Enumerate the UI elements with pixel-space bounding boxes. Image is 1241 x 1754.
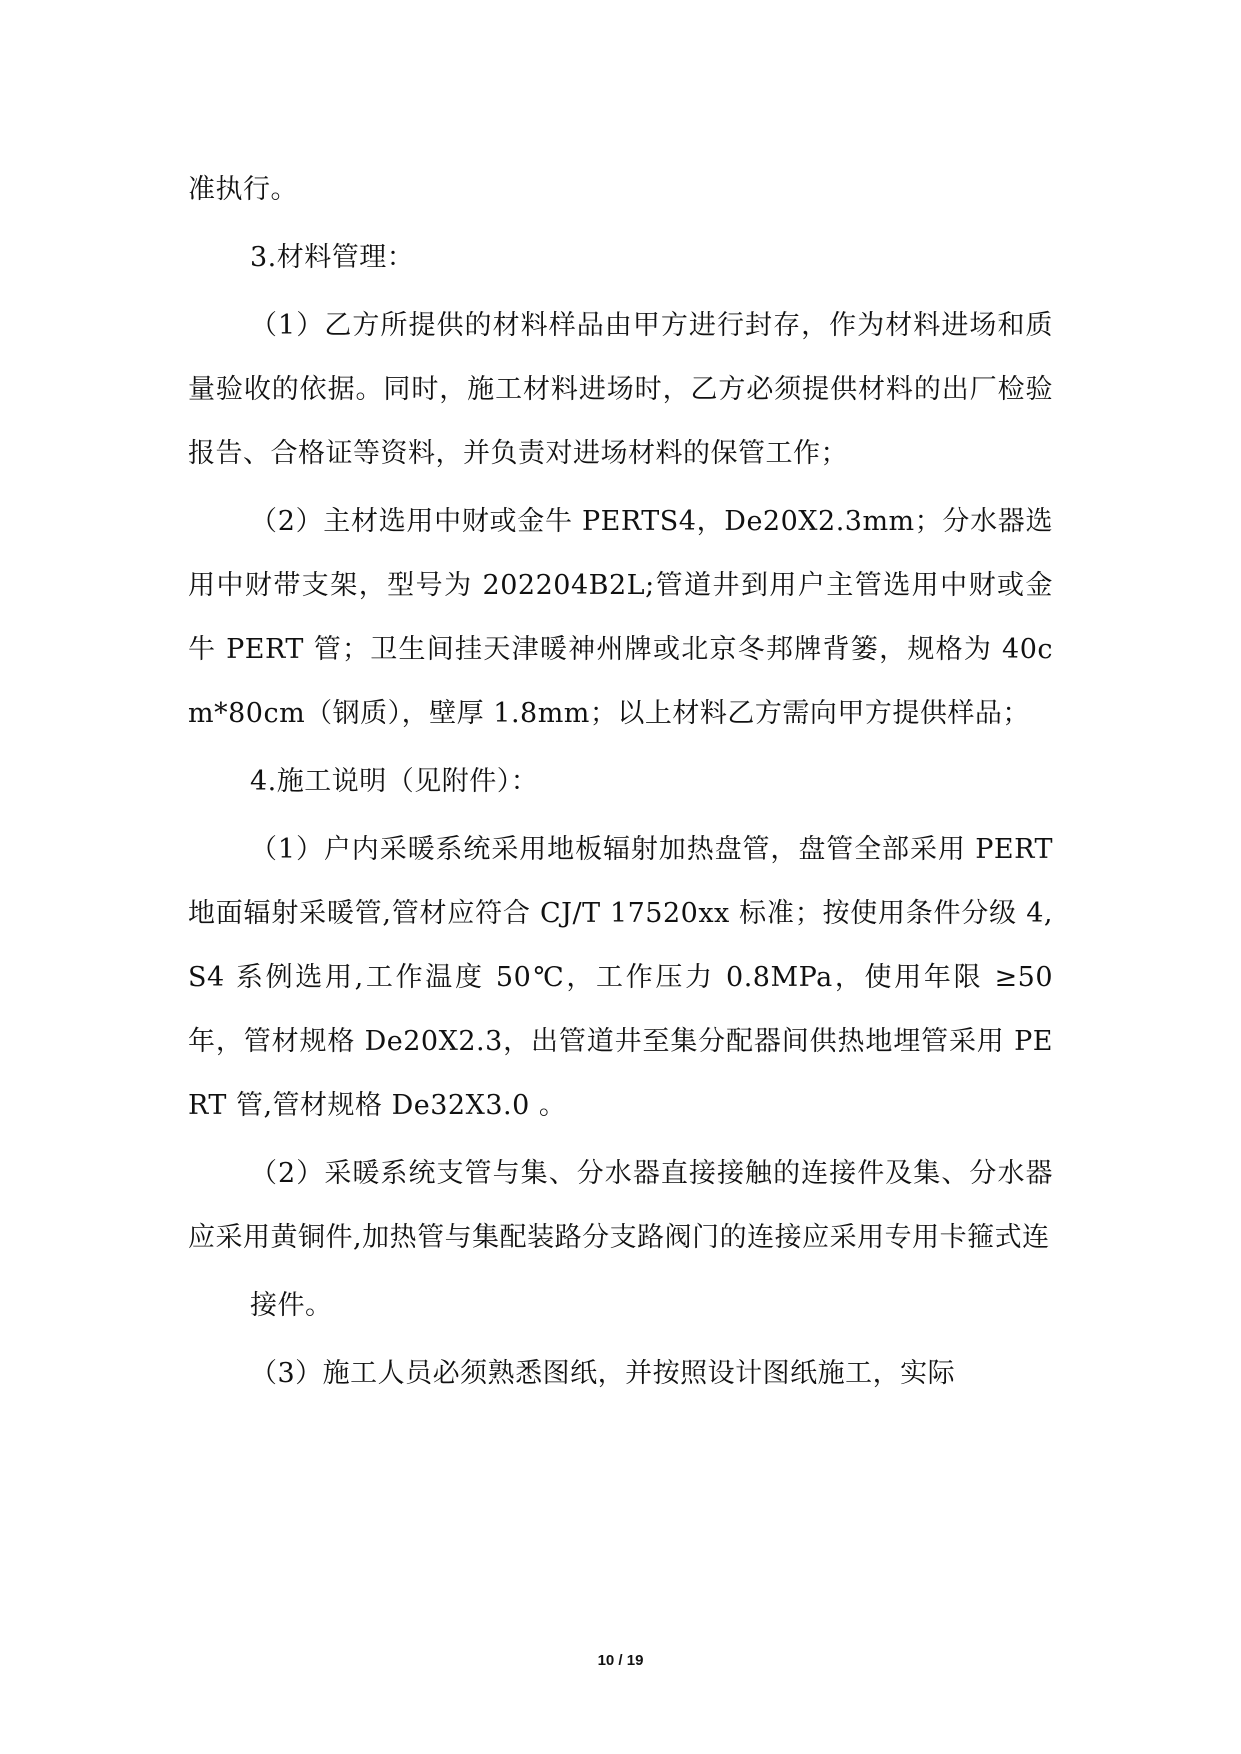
paragraph-construction-staff: （3）施工人员必须熟悉图纸，并按照设计图纸施工，实际 bbox=[250, 1358, 956, 1389]
section-heading-construction-notes: 4.施工说明（见附件）： bbox=[250, 766, 539, 797]
section-heading-material-management: 3.材料管理： bbox=[250, 242, 415, 273]
paragraph-continuation: 准执行。 bbox=[188, 174, 298, 205]
page-number: 10 / 19 bbox=[597, 1652, 644, 1669]
document-body bbox=[188, 158, 1053, 1410]
paragraph-main-materials: （2）主材选用中财或金牛 PERTS4，De20X2.3mm；分水器选用中财带支架，型号为 202204B2L;管道井到用户主管选用中财或金牛 PERT 管；卫生间挂天津暖神州牌或北京冬邦牌背篓，规格为 40cm*80cm（钢质），壁厚 1.8mm；以上材料乙方需向甲方提供样品； bbox=[188, 506, 1053, 729]
paragraph-connectors: （2）采暖系统支管与集、分水器直接接触的连接件及集、分水器应采用黄铜件,加热管与集配装路分支路阀门的连接应采用专用卡箍式连 bbox=[188, 1158, 1053, 1253]
paragraph-material-samples: （1）乙方所提供的材料样品由甲方进行封存，作为材料进场和质量验收的依据。同时，施工材料进场时，乙方必须提供材料的出厂检验报告、合格证等资料，并负责对进场材料的保管工作； bbox=[188, 310, 1053, 469]
paragraph-connectors-continuation: 接件。 bbox=[250, 1290, 333, 1321]
paragraph-heating-system: （1）户内采暖系统采用地板辐射加热盘管，盘管全部采用 PERT 地面辐射采暖管,管材应符合 CJ/T 17520xx 标准；按使用条件分级 4,S4 系例选用,工作温度 50℃，工作压力 0.8MPa，使用年限 ≥50 年，管材规格 De20X2.3，出管道井至集分配器间供热地埋管采用 PERT 管,管材规格 De32X3.0 。 bbox=[188, 834, 1053, 1121]
